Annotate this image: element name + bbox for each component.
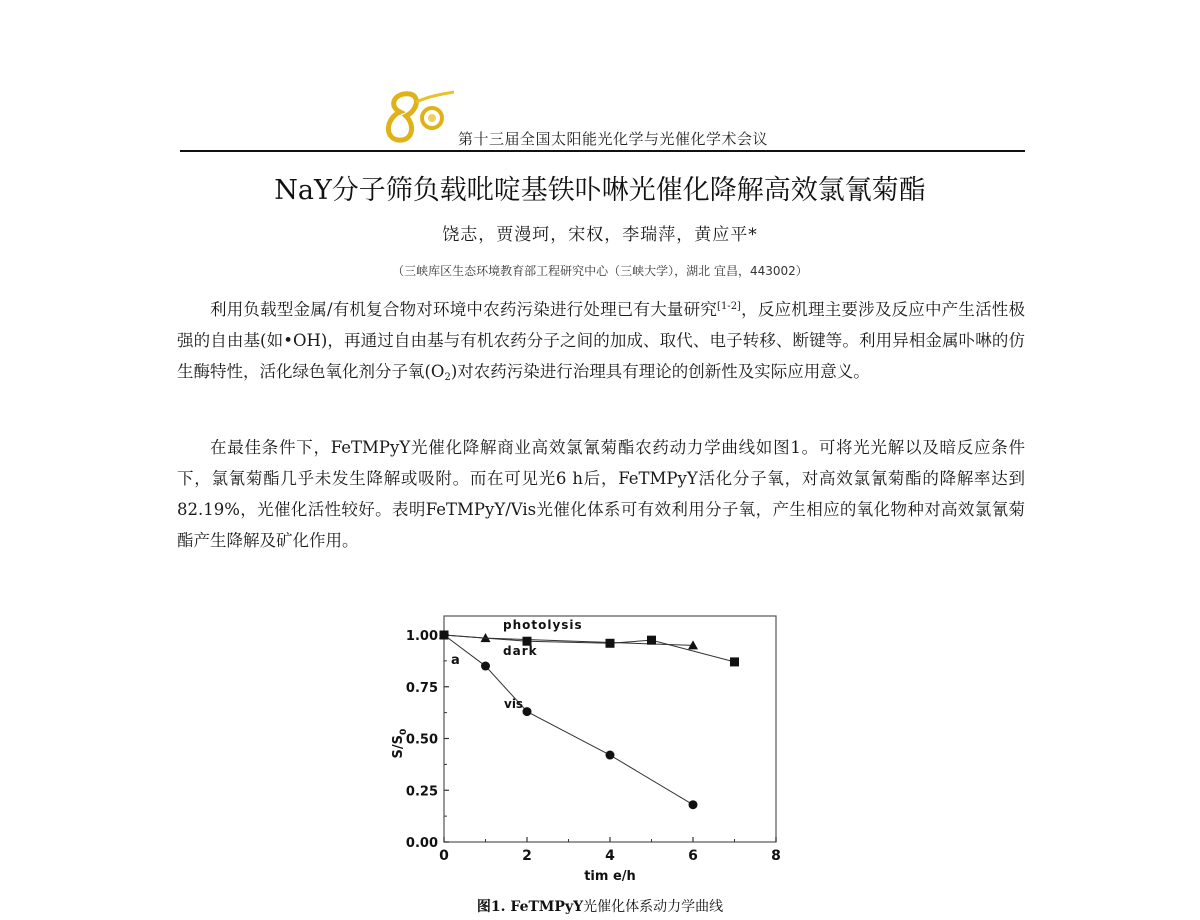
series-line-vis: [444, 635, 693, 805]
caption-bold: FeTMPyY: [505, 899, 584, 915]
y-tick-label: 0.75: [405, 680, 438, 696]
x-tick-label: 8: [771, 848, 781, 864]
conference-logo-icon: [380, 88, 460, 144]
conference-name: 第十三届全国太阳能光化学与光催化学术会议: [458, 130, 769, 148]
annotation-dark: dark: [503, 644, 538, 658]
panel-label: a: [451, 653, 460, 668]
annotation-vis: vis: [504, 697, 524, 711]
y-tick-label: 0.25: [405, 784, 438, 800]
marker-square: [647, 636, 656, 645]
x-tick-label: 6: [688, 848, 698, 864]
figure-caption: [0, 896, 1200, 916]
x-tick-label: 0: [439, 848, 449, 864]
subscript: 2: [444, 372, 451, 383]
paper-title: NaY分子筛负载吡啶基铁卟啉光催化降解高效氯氰菊酯: [274, 175, 926, 206]
kinetics-chart: [380, 608, 800, 888]
annotation-photolysis: photolysis: [503, 618, 583, 632]
x-tick-label: 4: [605, 848, 615, 864]
y-tick-label: 0.00: [405, 836, 438, 851]
intro-text-3: )对农药污染进行治理具有理论的创新性及实际应用意义。: [450, 362, 870, 381]
marker-circle: [523, 707, 532, 716]
marker-square: [730, 657, 739, 666]
intro-text-1: 利用负载型金属/有机复合物对环境中农药污染进行处理已有大量研究: [210, 300, 718, 319]
intro-text-2: ，反应机理主要涉及反应中产生活性极强的自由基(如•OH)，再通过自由基与有机农药分子之间的加成、取代、电子转移、断键等。利用异相金属卟啉的仿生酶特性，活化绿色氧化剂分子氧(O: [177, 300, 1026, 381]
results-text: 在最佳条件下，FeTMPyY光催化降解商业高效氯氰菊酯农药动力学曲线如图1。可将光光解以及暗反应条件下，氯氰菊酯几乎未发生降解或吸附。而在可见光6 h后，FeTMPyY活化分子氧，对高效氯氰菊酯的降解率达到82.19%，光催化活性较好。表明FeTMPyY/Vis光催化体系可有效利用分子氧，产生相应的氧化物种对高效氯氰菊酯产生降解及矿化作用。: [177, 438, 1025, 550]
x-tick-label: 2: [522, 848, 532, 864]
marker-circle: [689, 800, 698, 809]
paragraph-intro: [177, 294, 1025, 387]
authors: 饶志，贾漫珂，宋权，李瑞萍，黄应平*: [442, 225, 758, 245]
marker-circle: [481, 662, 490, 671]
citation-ref: [1-2]: [717, 301, 741, 312]
caption-text: 光催化体系动力学曲线: [583, 899, 724, 915]
affiliation: （三峡库区生态环境教育部工程研究中心（三峡大学），湖北 宜昌，443002）: [392, 264, 808, 278]
plot-frame: [444, 616, 776, 842]
x-axis-label: tim e/h: [584, 869, 636, 884]
caption-label: 图1.: [476, 899, 506, 915]
header-rule: [180, 150, 1025, 152]
marker-circle: [440, 631, 449, 640]
paragraph-results: [177, 432, 1025, 556]
y-axis-label: $S/S_0$: [391, 728, 409, 759]
marker-circle: [606, 751, 615, 760]
y-tick-label: 1.00: [405, 629, 438, 644]
marker-square: [606, 639, 615, 648]
y-tick-label: 0.50: [405, 732, 438, 748]
